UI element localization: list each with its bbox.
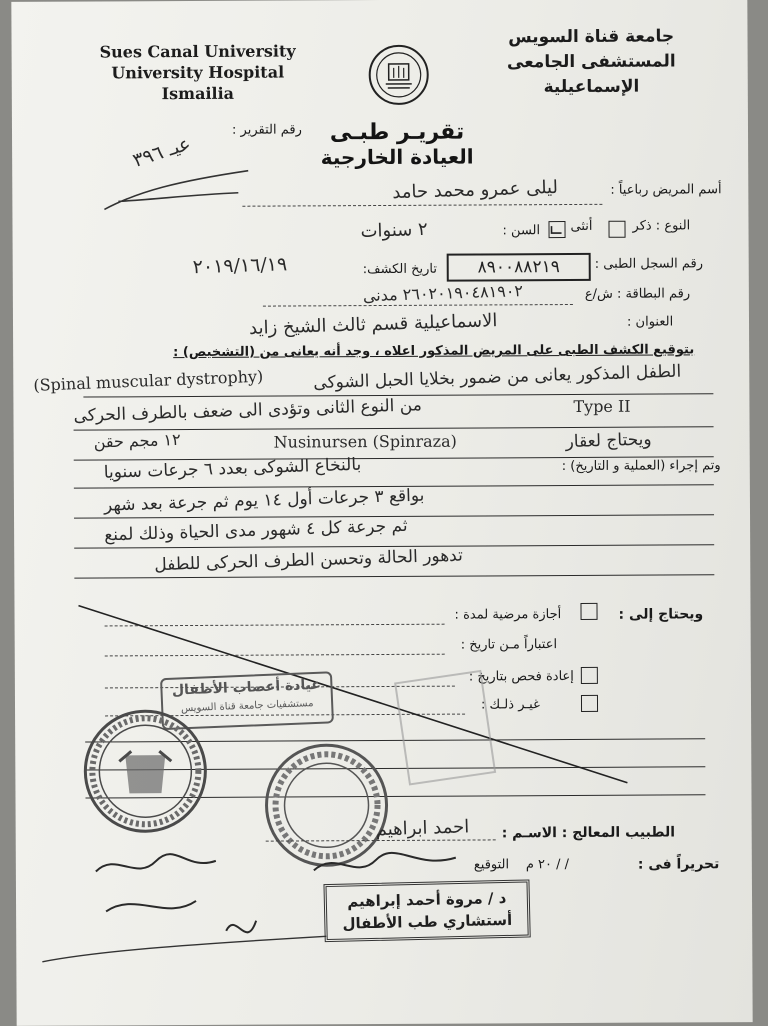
bottom-scribble [36,930,336,972]
male-checkbox[interactable] [608,221,625,238]
exam-date-label: تاريخ الكشف: [362,261,437,278]
report-number-value: عيـ ٣٩٦ [130,132,194,172]
arabic-header [507,24,676,100]
needs-label: ويحتاج إلى : [618,606,704,623]
report-number-scribble [98,151,258,222]
age-label: السن : [502,223,541,239]
doctor-stamp-name: د / مروة أحمد إبراهيم [347,888,507,911]
report-number-label: رقم التقرير : [231,122,302,138]
address-value: الاسماعيلية قسم ثالث الشيخ زايد [248,310,498,339]
diagnosis-line-3-dose: ١٢ مجم حقن [93,429,181,452]
patient-name-label: أسم المريض رباعياً : [610,182,722,198]
diagnosis-line-1-en: (Spinal muscular dystrophy) [33,366,264,395]
reexam-label: إعادة فحص بتاريخ : [468,668,574,685]
other-label: غيـر ذلـك : [480,697,540,713]
patient-name-value: ليلى عمرو محمد حامد [392,176,559,204]
treating-doctor-value: احمد ابراهيم [375,816,470,841]
procedure-label: وتم إجراء (العملية و التاريخ) : [561,458,721,475]
procedure-line-1: بالنخاع الشوكى بعدد ٦ جرعات سنويا [103,454,362,483]
university-logo-icon [368,44,430,106]
doctor-stamp-title: أستشاري طب الأطفال [342,910,513,933]
procedure-line-2: بواقع ٣ جرعات أول ١٤ يوم ثم جرعة بعد شهر [103,485,425,516]
hospital-name-en: University Hospital [111,62,285,83]
from-date-label: اعتباراً مـن تاريخ : [460,637,558,653]
report-title-main: تقريـر طبـى [329,119,465,146]
hospital-name-ar: المستشفى الجامعى [506,51,676,73]
procedure-line-3: ثم جرعة كل ٤ شهور مدى الحياة وذلك لمنع [103,515,408,546]
age-value: ٢ سنوات [360,218,428,242]
medical-record-label: رقم السجل الطبى : [594,256,704,272]
diagnosis-line-2-en: Type II [573,396,631,416]
medical-record-value: ٨٩٠٠٨٨٢١٩ [447,253,591,282]
female-checkbox[interactable] [548,221,565,238]
city-name-ar: الإسماعيلية [543,76,640,98]
address-label: العنوان : [626,314,674,330]
diagnosis-line-1-ar: الطفل المذكور يعانى من ضمور بخلايا الحبل الشوكى [313,361,682,394]
written-date-slots: / / ٢٠ م [525,857,570,873]
id-card-label: رقم البطاقة : ش/ع [584,286,691,302]
faint-stamp [394,670,496,786]
diagnosis-line-2-ar: من النوع الثانى وتؤدى الى ضعف بالطرف الحركى [73,395,423,427]
written-date-label: تحريراً فى : [637,856,720,873]
medical-report-page [11,0,752,1026]
id-card-value: ٢٦٠٢٠١٩٠٤٨١٩٠٢ مدنى [362,281,524,306]
city-name-en: Ismailia [161,83,235,104]
procedure-line-4: تدهور الحالة وتحسن الطرف الحركى للطفل [154,545,464,576]
english-header [100,40,296,104]
treating-doctor-label: الطبيب المعالج : الاسـم : [501,824,676,842]
exam-date-value: ٢٠١٩/١٦/١٩ [192,253,288,279]
female-label: أنثى [570,218,593,235]
eagle-seal-stamp-icon [81,707,210,836]
clinic-stamp-subtitle: مستشفيات جامعة قناة السويس [180,698,314,715]
diagnosis-line-3-ar: ويحتاج لعقار [565,429,652,453]
signature-label: التوقيع [473,857,510,873]
examination-statement: بتوقيع الكشف الطبى على المريض المذكور اعلاه ، وجد أنه يعانى من (التشخيص) : [173,342,695,361]
university-name-ar: جامعة قناة السويس [508,26,675,48]
gender-label: النوع : ذكر [632,218,691,234]
diagnosis-line-3-en: Nusinursen (Spinraza) [273,431,457,452]
university-name-en: Sues Canal University [99,41,296,62]
clinic-stamp-title: عيادة أعصاب الأطفال [171,676,322,699]
report-title [302,119,492,169]
doctor-name-stamp [323,879,530,942]
report-title-sub: العيادة الخارجية [320,144,474,170]
checkmark-icon [549,222,564,237]
sick-leave-label: أجازة مرضية لمدة : [454,607,562,623]
